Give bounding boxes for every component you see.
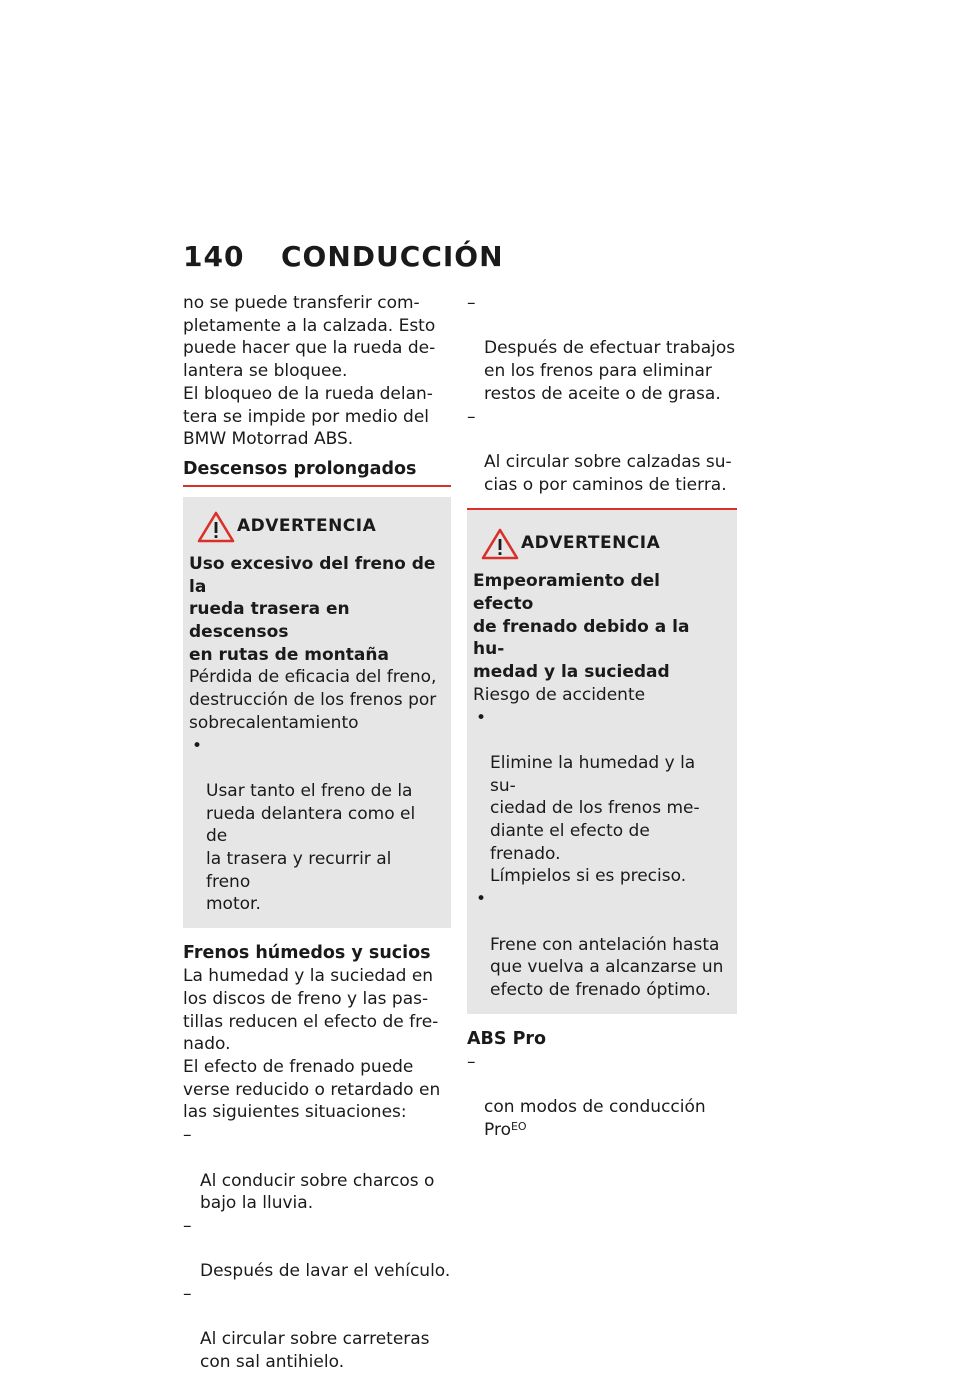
right-column bbox=[467, 292, 737, 1142]
dash-mark: – bbox=[183, 1125, 192, 1146]
warning-subtitle: Empeoramiento del efecto de frenado debido a la hu- medad y la suciedad bbox=[473, 571, 690, 683]
dash-mark: – bbox=[467, 293, 476, 313]
dash-item bbox=[467, 1051, 737, 1142]
warning-label: ADVERTENCIA bbox=[521, 533, 661, 554]
warning-risk: Riesgo de accidente bbox=[473, 684, 646, 705]
section-heading-frenos-humedos: Frenos húmedos y sucios bbox=[183, 943, 431, 964]
warning-bullet bbox=[473, 707, 725, 889]
dash-item bbox=[467, 292, 737, 406]
dash-mark: – bbox=[467, 1051, 476, 1072]
warning-risk: Pérdida de eficacia del freno, destrucción de los frenos por sobrecalentamiento bbox=[189, 667, 437, 733]
warning-label: ADVERTENCIA bbox=[237, 515, 377, 536]
page-number: 140 bbox=[183, 240, 245, 273]
superscript-eo: EO bbox=[510, 1119, 527, 1133]
warning-bullet bbox=[473, 888, 725, 1002]
dash-item bbox=[467, 406, 737, 497]
bullet-text: Usar tanto el freno de la rueda delantera como el de la trasera y recurrir al freno motor. bbox=[206, 780, 416, 915]
warning-triangle-icon bbox=[481, 528, 519, 560]
warning-box-descensos bbox=[183, 497, 451, 928]
dash-text: Al circular sobre carreteras con sal antihielo. bbox=[200, 1329, 430, 1373]
warning-header bbox=[189, 511, 439, 545]
dash-mark: – bbox=[467, 406, 476, 427]
section-text-frenos-humedos: La humedad y la suciedad en los discos de freno y las pas- tillas reducen el efecto de fre- nado. El efecto de frenado puede verse reducido o retardado en las siguientes situaciones: bbox=[183, 966, 441, 1123]
section-heading-descensos: Descensos prolongados bbox=[183, 458, 451, 487]
warning-box-humedad bbox=[467, 508, 737, 1013]
bullet-text: Frene con antelación hasta que vuelva a alcanzarse un efecto de frenado óptimo. bbox=[490, 934, 724, 1000]
bullet-text: Elimine la humedad y la su- ciedad de los frenos me- diante el efecto de frenado. Límpielos si es preciso. bbox=[490, 752, 700, 887]
dash-item bbox=[183, 1283, 451, 1374]
warning-header bbox=[473, 528, 725, 562]
warning-bullet bbox=[189, 735, 439, 917]
dash-mark: – bbox=[183, 1215, 192, 1236]
dash-text: Al circular sobre calzadas su- cias o por caminos de tierra. bbox=[484, 451, 732, 495]
bullet-mark: • bbox=[476, 707, 487, 728]
dash-mark: – bbox=[183, 1284, 192, 1305]
left-column bbox=[183, 292, 451, 1374]
dash-text: con modos de conducción Pro bbox=[484, 1097, 706, 1140]
warning-subtitle: Uso excesivo del freno de la rueda trasera en descensos en rutas de montaña bbox=[189, 553, 436, 665]
intro-text: no se puede transferir com- pletamente a la calzada. Esto puede hacer que la rueda de- lantera se bloquee. El bloqueo de la rueda delan- tera se impide por medio del BMW Motorrad ABS. bbox=[183, 293, 436, 450]
chapter-title: CONDUCCIÓN bbox=[281, 240, 504, 273]
dash-text: Al conducir sobre charcos o bajo la lluvia. bbox=[200, 1170, 435, 1214]
dash-item bbox=[183, 1124, 451, 1215]
dash-text: Después de efectuar trabajos en los frenos para eliminar restos de aceite o de grasa. bbox=[484, 338, 736, 404]
dash-text: Después de lavar el vehículo. bbox=[200, 1261, 451, 1282]
bullet-mark: • bbox=[476, 889, 487, 910]
section-heading-abs-pro: ABS Pro bbox=[467, 1028, 547, 1049]
bullet-mark: • bbox=[192, 735, 203, 756]
dash-item bbox=[183, 1215, 451, 1283]
warning-triangle-icon bbox=[197, 511, 235, 543]
